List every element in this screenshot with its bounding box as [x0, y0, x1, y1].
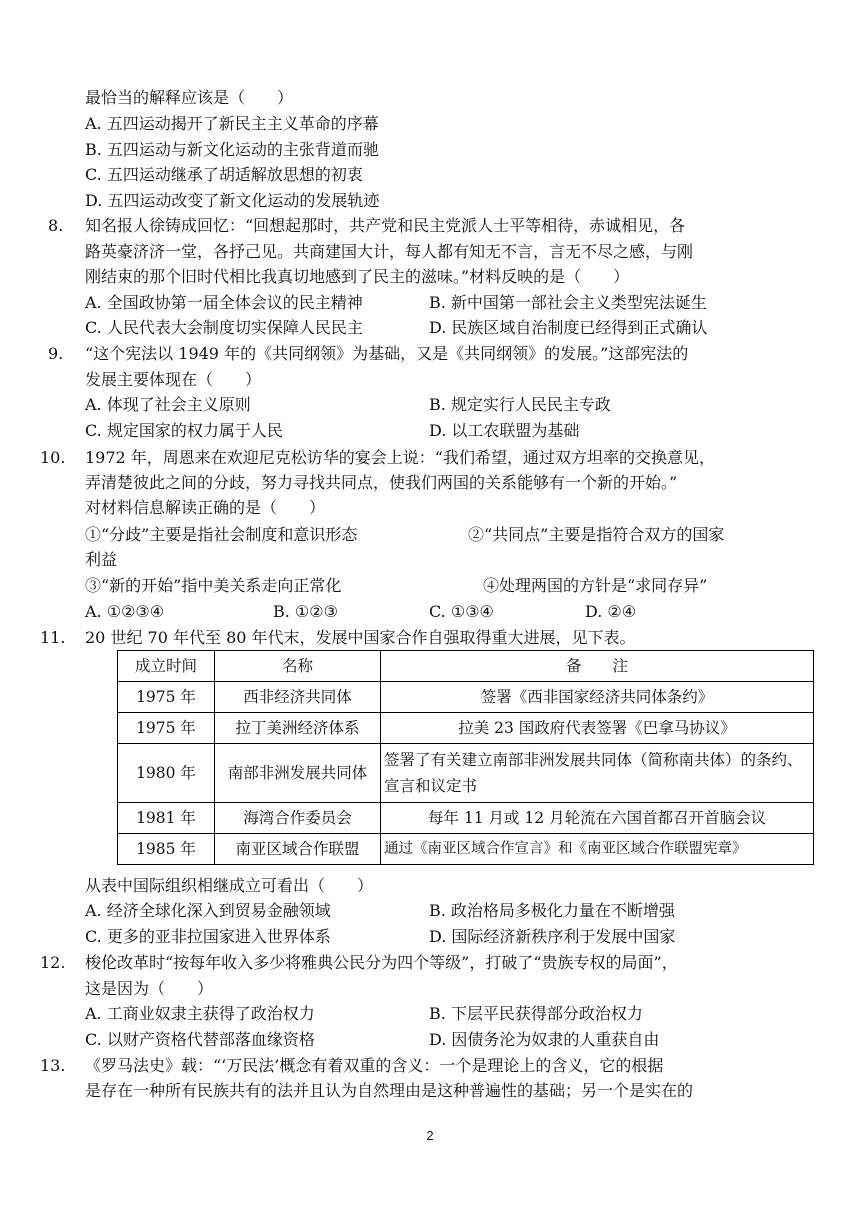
table-cell: 通过《南亚区域合作宣言》和《南亚区域合作联盟宪章》 — [381, 834, 814, 865]
question-9-option-a: A. 体现了社会主义原则 — [85, 395, 251, 414]
table-row — [118, 713, 814, 744]
question-12-option-c: C. 以财产资格代替部落血缘资格 — [85, 1030, 315, 1049]
question-number-13: 13. — [40, 1056, 66, 1075]
table-cell: 南部非洲发展共同体 — [215, 744, 381, 803]
question-13-stem-line-2: 是存在一种所有民族共有的法并且认为自然理由是这种普遍性的基础；另一个是实在的 — [85, 1081, 694, 1100]
question-11-option-c: C. 更多的亚非拉国家进入世界体系 — [85, 927, 331, 946]
question-number-10: 10. — [40, 448, 66, 467]
question-10-option-b: B. ①②③ — [273, 602, 338, 621]
question-10-item-4: ④处理两国的方针是“求同存异” — [483, 576, 708, 595]
question-number-8: 8. — [48, 216, 64, 235]
table-header-cell: 名称 — [215, 651, 381, 682]
question-8-option-a: A. 全国政协第一届全体会议的民主精神 — [85, 293, 363, 312]
question-9-stem-line-2: 发展主要体现在（ ） — [85, 370, 262, 389]
table-cell: 海湾合作委员会 — [215, 803, 381, 834]
question-11-stem: 20 世纪 70 年代至 80 年代末，发展中国家合作自强取得重大进展，见下表。 — [85, 628, 636, 647]
question-11-option-d: D. 国际经济新秩序利于发展中国家 — [429, 927, 676, 946]
question-number-9: 9. — [48, 344, 64, 363]
question-10-item-2-wrap: 利益 — [85, 550, 118, 569]
question-10-stem-line-1: 1972 年，周恩来在欢迎尼克松访华的宴会上说：“我们希望，通过双方坦率的交换意见， — [85, 448, 715, 467]
organizations-table — [117, 650, 814, 865]
question-11-option-b: B. 政治格局多极化力量在不断增强 — [429, 901, 675, 920]
question-7-option-a: A. 五四运动揭开了新民主主义革命的序幕 — [85, 114, 379, 133]
question-7-option-d: D. 五四运动改变了新文化运动的发展轨迹 — [85, 191, 380, 210]
question-10-stem-line-3: 对材料信息解读正确的是（ ） — [85, 498, 326, 517]
question-number-12: 12. — [40, 953, 66, 972]
table-header-cell: 备 注 — [381, 651, 814, 682]
question-12-option-a: A. 工商业奴隶主获得了政治权力 — [85, 1004, 315, 1023]
question-10-item-2: ②“共同点”主要是指符合双方的国家 — [468, 525, 725, 544]
table-cell: 1980 年 — [118, 744, 215, 803]
table-cell: 拉丁美洲经济体系 — [215, 713, 381, 744]
table-row — [118, 834, 814, 865]
table-cell: 1981 年 — [118, 803, 215, 834]
question-9-option-d: D. 以工农联盟为基础 — [429, 421, 580, 440]
question-8-option-d: D. 民族区域自治制度已经得到正式确认 — [429, 318, 708, 337]
question-8-stem-line-2: 路英豪济济一堂，各抒己见。共商建国大计，每人都有知无不言，言无不尽之感，与刚 — [85, 242, 694, 261]
table-cell: 1975 年 — [118, 682, 215, 713]
question-10-item-3: ③“新的开始”指中美关系走向正常化 — [85, 576, 342, 595]
question-11-prompt: 从表中国际组织相继成立可看出（ ） — [85, 876, 374, 895]
table-row — [118, 744, 814, 803]
table-cell: 签署《西非国家经济共同体条约》 — [381, 682, 814, 713]
question-10-item-1: ①“分歧”主要是指社会制度和意识形态 — [85, 525, 358, 544]
question-12-stem-line-1: 梭伦改革时“按每年收入多少将雅典公民分为四个等级”，打破了“贵族专权的局面”， — [85, 953, 678, 972]
question-9-stem-line-1: “这个宪法以 1949 年的《共同纲领》为基础，又是《共同纲领》的发展。”这部宪法的 — [85, 344, 689, 363]
question-7-option-c: C. 五四运动继承了胡适解放思想的初衷 — [85, 165, 363, 184]
table-header-row — [118, 651, 814, 682]
table-cell: 1975 年 — [118, 713, 215, 744]
question-7-option-b: B. 五四运动与新文化运动的主张背道而驰 — [85, 140, 379, 159]
question-8-stem-line-1: 知名报人徐铸成回忆：“回想起那时，共产党和民主党派人士平等相待，赤诚相见，各 — [85, 216, 686, 235]
question-11-option-a: A. 经济全球化深入到贸易金融领域 — [85, 901, 331, 920]
question-8-option-c: C. 人民代表大会制度切实保障人民民主 — [85, 318, 363, 337]
question-12-option-b: B. 下层平民获得部分政治权力 — [429, 1004, 643, 1023]
question-number-11: 11. — [40, 628, 66, 647]
table-cell: 1985 年 — [118, 834, 215, 865]
question-8-stem-line-3: 刚结束的那个旧时代相比我真切地感到了民主的滋味。”材料反映的是（ ） — [85, 267, 630, 286]
question-9-option-b: B. 规定实行人民民主专政 — [429, 395, 611, 414]
page-number: 2 — [426, 1128, 434, 1143]
table-cell: 拉美 23 国政府代表签署《巴拿马协议》 — [381, 713, 814, 744]
table-cell: 南亚区域合作联盟 — [215, 834, 381, 865]
question-12-option-d: D. 因债务沦为奴隶的人重获自由 — [429, 1030, 660, 1049]
question-7-stem-tail: 最恰当的解释应该是（ ） — [85, 88, 294, 107]
question-10-stem-line-2: 弄清楚彼此之间的分歧，努力寻找共同点，使我们两国的关系能够有一个新的开始。” — [85, 473, 678, 492]
table-cell: 西非经济共同体 — [215, 682, 381, 713]
table-header-cell: 成立时间 — [118, 651, 215, 682]
table-cell: 每年 11 月或 12 月轮流在六国首都召开首脑会议 — [381, 803, 814, 834]
table-row — [118, 803, 814, 834]
question-13-stem-line-1: 《罗马法史》载：“‘万民法’概念有着双重的含义：一个是理论上的含义，它的根据 — [85, 1056, 664, 1075]
question-10-option-a: A. ①②③④ — [85, 602, 165, 621]
question-10-option-d: D. ②④ — [585, 602, 637, 621]
question-12-stem-line-2: 这是因为（ ） — [85, 979, 214, 998]
table-row — [118, 682, 814, 713]
table-cell: 签署了有关建立南部非洲发展共同体（简称南共体）的条约、宣言和议定书 — [381, 744, 814, 803]
question-8-option-b: B. 新中国第一部社会主义类型宪法诞生 — [429, 293, 707, 312]
question-9-option-c: C. 规定国家的权力属于人民 — [85, 421, 283, 440]
question-10-option-c: C. ①③④ — [429, 602, 494, 621]
